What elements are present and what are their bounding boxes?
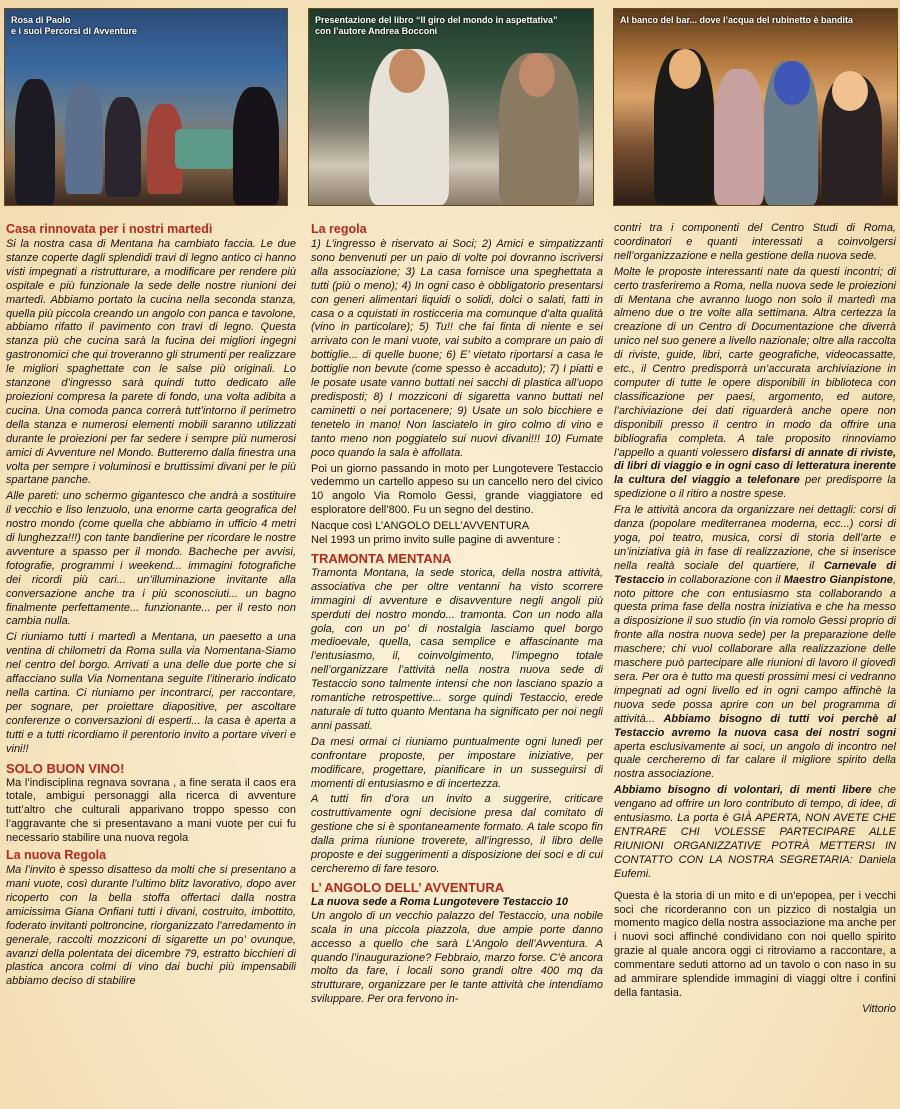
paragraph: Fra le attività ancora da organizzare nei dettagli: corsi di danza (popolare mediterranea moderna, ecc...) corsi di yoga, poi teatro, musica, corsi di storia dell’arte e un’iniziativa già in fase di realizzazione, che si inserisce nella realtà sociale del quartiere, il Carnevale di Testaccio in collaborazione con il Maestro Gianpistone, noto pittore che con entusiasmo sta collaborando a questa prima fase della nostra iniziativa e che ha messo a disposizione il suo studio (in via romolo Gessi proprio di fronte alla nostra nuova sede) per la preparazione delle maschere; chi vuol collaborare alla realizzazione delle maschere può partecipare alle riunioni di lavoro il giovedì sera. Per ora è tutto ma questi prossimi mesi ci vedranno impegnati ad ogni livello ed in ogni campo affinchè la nuova sede possa aprire con un bel programma di attività... Abbiamo bisogno di tutti voi perchè al Testaccio avremo la nuova casa dei nostri sogni aperta esclusivamente ai soci, un angolo di incontro nel quale cercheremo di far calare il migliore spirito della nostra associazione.	[614, 504, 897, 781]
paragraph: Abbiamo bisogno di volontari, di menti libere che vengano ad offrire un loro contributo di tempo, di idee, di entusiasmo. La porta è GIÀ APERTA, NON AVETE CHE ENTRARE CHI VOLESSE PARTECIPARE ALLE RIUNIONI ORGANIZZATIVE POTRÀ METTERSI IN CONTATTO CON LA NOSTRA SEGRETARIA: Daniela Eufemi.	[614, 784, 896, 880]
paragraph: Tramonta Montana, la sede storica, della nostra attività, associativa che per oltre ventanni ha visto scorrere immagini di avventure e disavventure negli angoli più sperduti dei nostro mondo... tramonta. Con un nodo alla gola, con un po’ di nostalgia lasciamo quel borgo medioevale, quella, casa semplice e affascinante ma l’entusiasmo, il, coinvolgimento, l’impegno totale nell’organizzare l’attività nella nostra nuova sede di Testaccio sono talmente intensi che non lasciano spazio a romantiche retrospettive... sorge quindi Testaccio, erede naturale di tutto quanto Mentana ha significato per noi negli anni passati.	[311, 566, 603, 732]
photo-rosa-di-paolo	[4, 8, 288, 206]
paragraph: contri tra i componenti del Centro Studi di Roma, coordinatori e quanti interessati a coinvolgersi nell’organizzazione e nella gestione della nuova sede.	[614, 222, 896, 262]
paragraph: Ci riuniamo tutti i martedì a Mentana, un paesetto a una ventina di chilometri da Roma sulla via Nomentana-Siamo nel centro del borgo. Arrivati a una delle due porte che si affacciano sulla Via Nomentana seguite l’itinerario indicato nella cartina. Ci riuniamo per incontrarci, per raccontare, per sognare, per proiettare diapositive, per ascoltare conferenze o conversazioni di esperti... la casa è aperta a tutti e a tutti ricordiamo il perentorio invito a portare viveri e vini!!	[6, 631, 296, 755]
photo-caption: Al banco del bar... dove l’acqua del rubinetto è bandita	[620, 15, 854, 25]
paragraph: A tutti fin d’ora un invito a suggerire, criticare costruttivamente ogni decisione presa dal comitato di gestione che si è spontaneamente formato. A tale scopo fin dalla prima riunione troverete, all’ingresso, il libro delle proposte e dei suggerimenti a disposizione dei soci e di cui cercheremo di fare tesoro.	[311, 793, 603, 875]
paragraph: Poi un giorno passando in moto per Lungotevere Testaccio vedemmo un cartello appeso su un cancello nero del civico 10 angolo Via Romolo Gessi, grande viaggiatore ed esploratore dell’800. Fu un segno del destino.	[311, 462, 603, 517]
column-1	[6, 222, 296, 991]
photo-caption: Rosa di Paolo e i suoi Percorsi di Avventure	[11, 15, 137, 36]
heading-la-regola: La regola	[311, 222, 367, 236]
paragraph: Nacque così L’ANGOLO DELL’AVVENTURA	[311, 520, 530, 533]
heading-tramonta-mentana: TRAMONTA MENTANA	[311, 550, 452, 566]
paragraph: 1) L’ingresso è riservato ai Soci; 2) Amici e simpatizzanti sono benvenuti per un paio di volte poi dovranno iscriversi alla associazione; 3) La casa fornisce una speghettata a tutti (più o meno); 4) In ogni caso è obbligatorio presentarsi con generi alimentari liquidi o solidi, dolci o salati, fatti in casa o a cquistati in rosticceria ma comunque d’alta qualità (vino in particolare); 5) Tu!! che fai finta di niente e sei arrivato con le mani vuote, vai subito a comprare un paio di bottiglie... di quelle buone; 6) E’ vietato riportarsi a casa le bottiglie non bevute (come spesso è accaduto); 7) I piatti e le posate usate vanno buttati nei sacchi di plastica all’uopo predisposti; 8) I mozziconi di sigaretta vanno buttati nel caminetti o nei portacenere; 9) Usate un solo bicchiere e tenetelo in mano! Non lasciatelo in giro colmo di vino e tanto meno non poggiatelo sui nuovi divani!!! 10) Fumate poco quando la sala è affollata.	[311, 238, 603, 459]
photo-presentazione-libro	[308, 8, 594, 206]
paragraph: Molte le proposte interessanti nate da questi incontri; di certo trasferiremo a Roma, nella nuova sede le proiezioni di Mentana che avranno luogo non solo il martedì ma almeno due o tre volte alla settimana. Altra certezza la creazione di un Centro di Documentazione che diverrà unico nel suo genere a livello nazionale; oltre alla raccolta di riviste, guide, libri, carte geografiche, videocassatte, etc., il Centro predisporrà un’accurata archiviazione in computer di tutte le opere disponibili in biblioteca con classificazione per paesi, argomento, ed autore, l’archiviazione dei dati riguarderà anche opere non disponibili presso il centro in modo da offrire una bibliografia completa. A tale proposito rinnoviamo l’appello a quanti volessero disfarsi di annate di riviste, di libri di viaggio e in ogni caso di letteratura inerente la cultura del viaggio a telefonare per predisporre la spedizione o il ritiro a nostre spese.	[614, 265, 896, 501]
signature: Vittorio	[861, 1002, 896, 1015]
column-2	[311, 222, 603, 1009]
column-3	[614, 222, 896, 1017]
heading-angolo-avventura: L’ ANGOLO DELL’ AVVENTURA	[311, 879, 505, 895]
paragraph: Da mesi ormai ci riuniamo puntualmente ogni lunedì per confrontare proposte, per impostare iniziative, per modificare, progettare, pianificare in un susseguirsi di momenti di entusiasmo e di incertezza.	[311, 735, 603, 790]
paragraph: Ma l’invito è spesso disatteso da molti che si presentano a mani vuote, così durante l’ultimo blitz lavorativo, dopo aver ricoperto con la bella stoffa offertaci dalla nostra amicissima Giana Onfiani tutti i divani, costruito, imbottito, foderato invitanti poltroncine, riorganizzato l’arredamento in generale, raccolti mozziconi di sigarette un po’ ovunque, avanzi della polentata dei dicembre 79, estratto bicchieri di plastica ancora colmi di vino dai buchi più impensabili abbiamo deciso di stabilire	[6, 864, 296, 988]
subheading-nuova-sede: La nuova sede a Roma Lungotevere Testaccio 10	[311, 895, 568, 908]
heading-nuova-regola: La nuova Regola	[6, 848, 107, 863]
photo-banco-bar	[613, 8, 898, 206]
paragraph: Ma l’indisciplina regnava sovrana , a fine serata il caos era totale, ambigui personaggi alla ricerca di avventure tutt’altro che culturali apparivano troppo spesso con l’aggravante che si presentavano a mani vuote per cui fu necessario stabilire una nuova regola	[6, 776, 296, 845]
photo-caption: Presentazione del libro “Il giro del mondo in aspettativa” con l’autore Andrea Bocconi	[315, 15, 558, 36]
paragraph: Nel 1993 un primo invito sulle pagine di avventure :	[311, 534, 561, 547]
heading-solo-buon-vino: SOLO BUON VINO!	[6, 760, 125, 776]
heading-casa-rinnovata: Casa rinnovata per i nostri martedì	[6, 222, 213, 236]
paragraph: Alle pareti: uno schermo gigantesco che andrà a sostituire il vecchio e liso lenzuolo, una enorme carta geografica del nostro mondo (come quella che abbiamo in ufficio 4 metri di lunghezza!!!) con tante bandierine per ricordare le nostre avventure a spasso per il mondo. Bacheche per avvisi, fotografie, programmi i weekend... immagini fotografiche dei ricordi più cari... un’illuminazione invitante alla conversazione anche tra i più sconosciuti... un bagno finalmente perfettamente... funzionante... per il resto non cambia nulla.	[6, 490, 296, 628]
paragraph: Si la nostra casa di Mentana ha cambiato faccia. Le due stanze coperte dagli splendidi travi di legno antico ci hanno visti impegnati a ristrutturare, a modificare per rendere più ospitale e più funzionale la sede delle nostre riunioni dei martedì. Abbiamo portato la cucina nella seconda stanza, quella più piccola creando un angolo con panca e tavolone, abbiamo rifatto il pavimento con travi di legno. Questa stanza più che cucina sarà la fucina dei migliori ingegni gastronomici che qui troveranno gli strumenti per realizzare le migliori spaghettate con le salse più originali. Lo stanzone d’ingresso sarà quindi tutto dedicato alle proiezioni compresa la parete di fondo, una volta adibita a cucina. Una comoda panca correrà tutt’intorno il perimetro della stanza e numerosi elementi mobili saranno utilizzati durante le proiezioni per far sedere i sempre più numerosi amici di Avventure nel Mondo. Butteremo dalla finestra una volta per sempre i voluminosi e bruttissimi divani per le più spartane panche.	[6, 238, 296, 487]
paragraph: Un angolo di un vecchio palazzo del Testaccio, una nobile scala in una piccola piazzola, due ampie porte danno accesso a quello che sarà L’Angolo dell’Avventura. A quando l’inaugurazione? Febbraio, marzo forse. C’è ancora molto da fare, i locali sono grandi oltre 400 mq da strutturare, organizzare per le tante attività che intendiamo sviluppare. Per ora fervono in-	[311, 909, 603, 1006]
paragraph: Questa è la storia di un mito e di un’epopea, per i vecchi soci che ricorderanno con un pizzico di nostalgia un momento magico della nostra associazione ma anche per i nuovi soci affinché condividano con noi quello spirito grazie al quale ancora oggi ci ritroviamo a raccontare, a commentare seduti attorno ad un tavolo o con naso in su ad ammirare splendide immagini di viaggi oltre i confini della fantasia.	[614, 889, 896, 999]
